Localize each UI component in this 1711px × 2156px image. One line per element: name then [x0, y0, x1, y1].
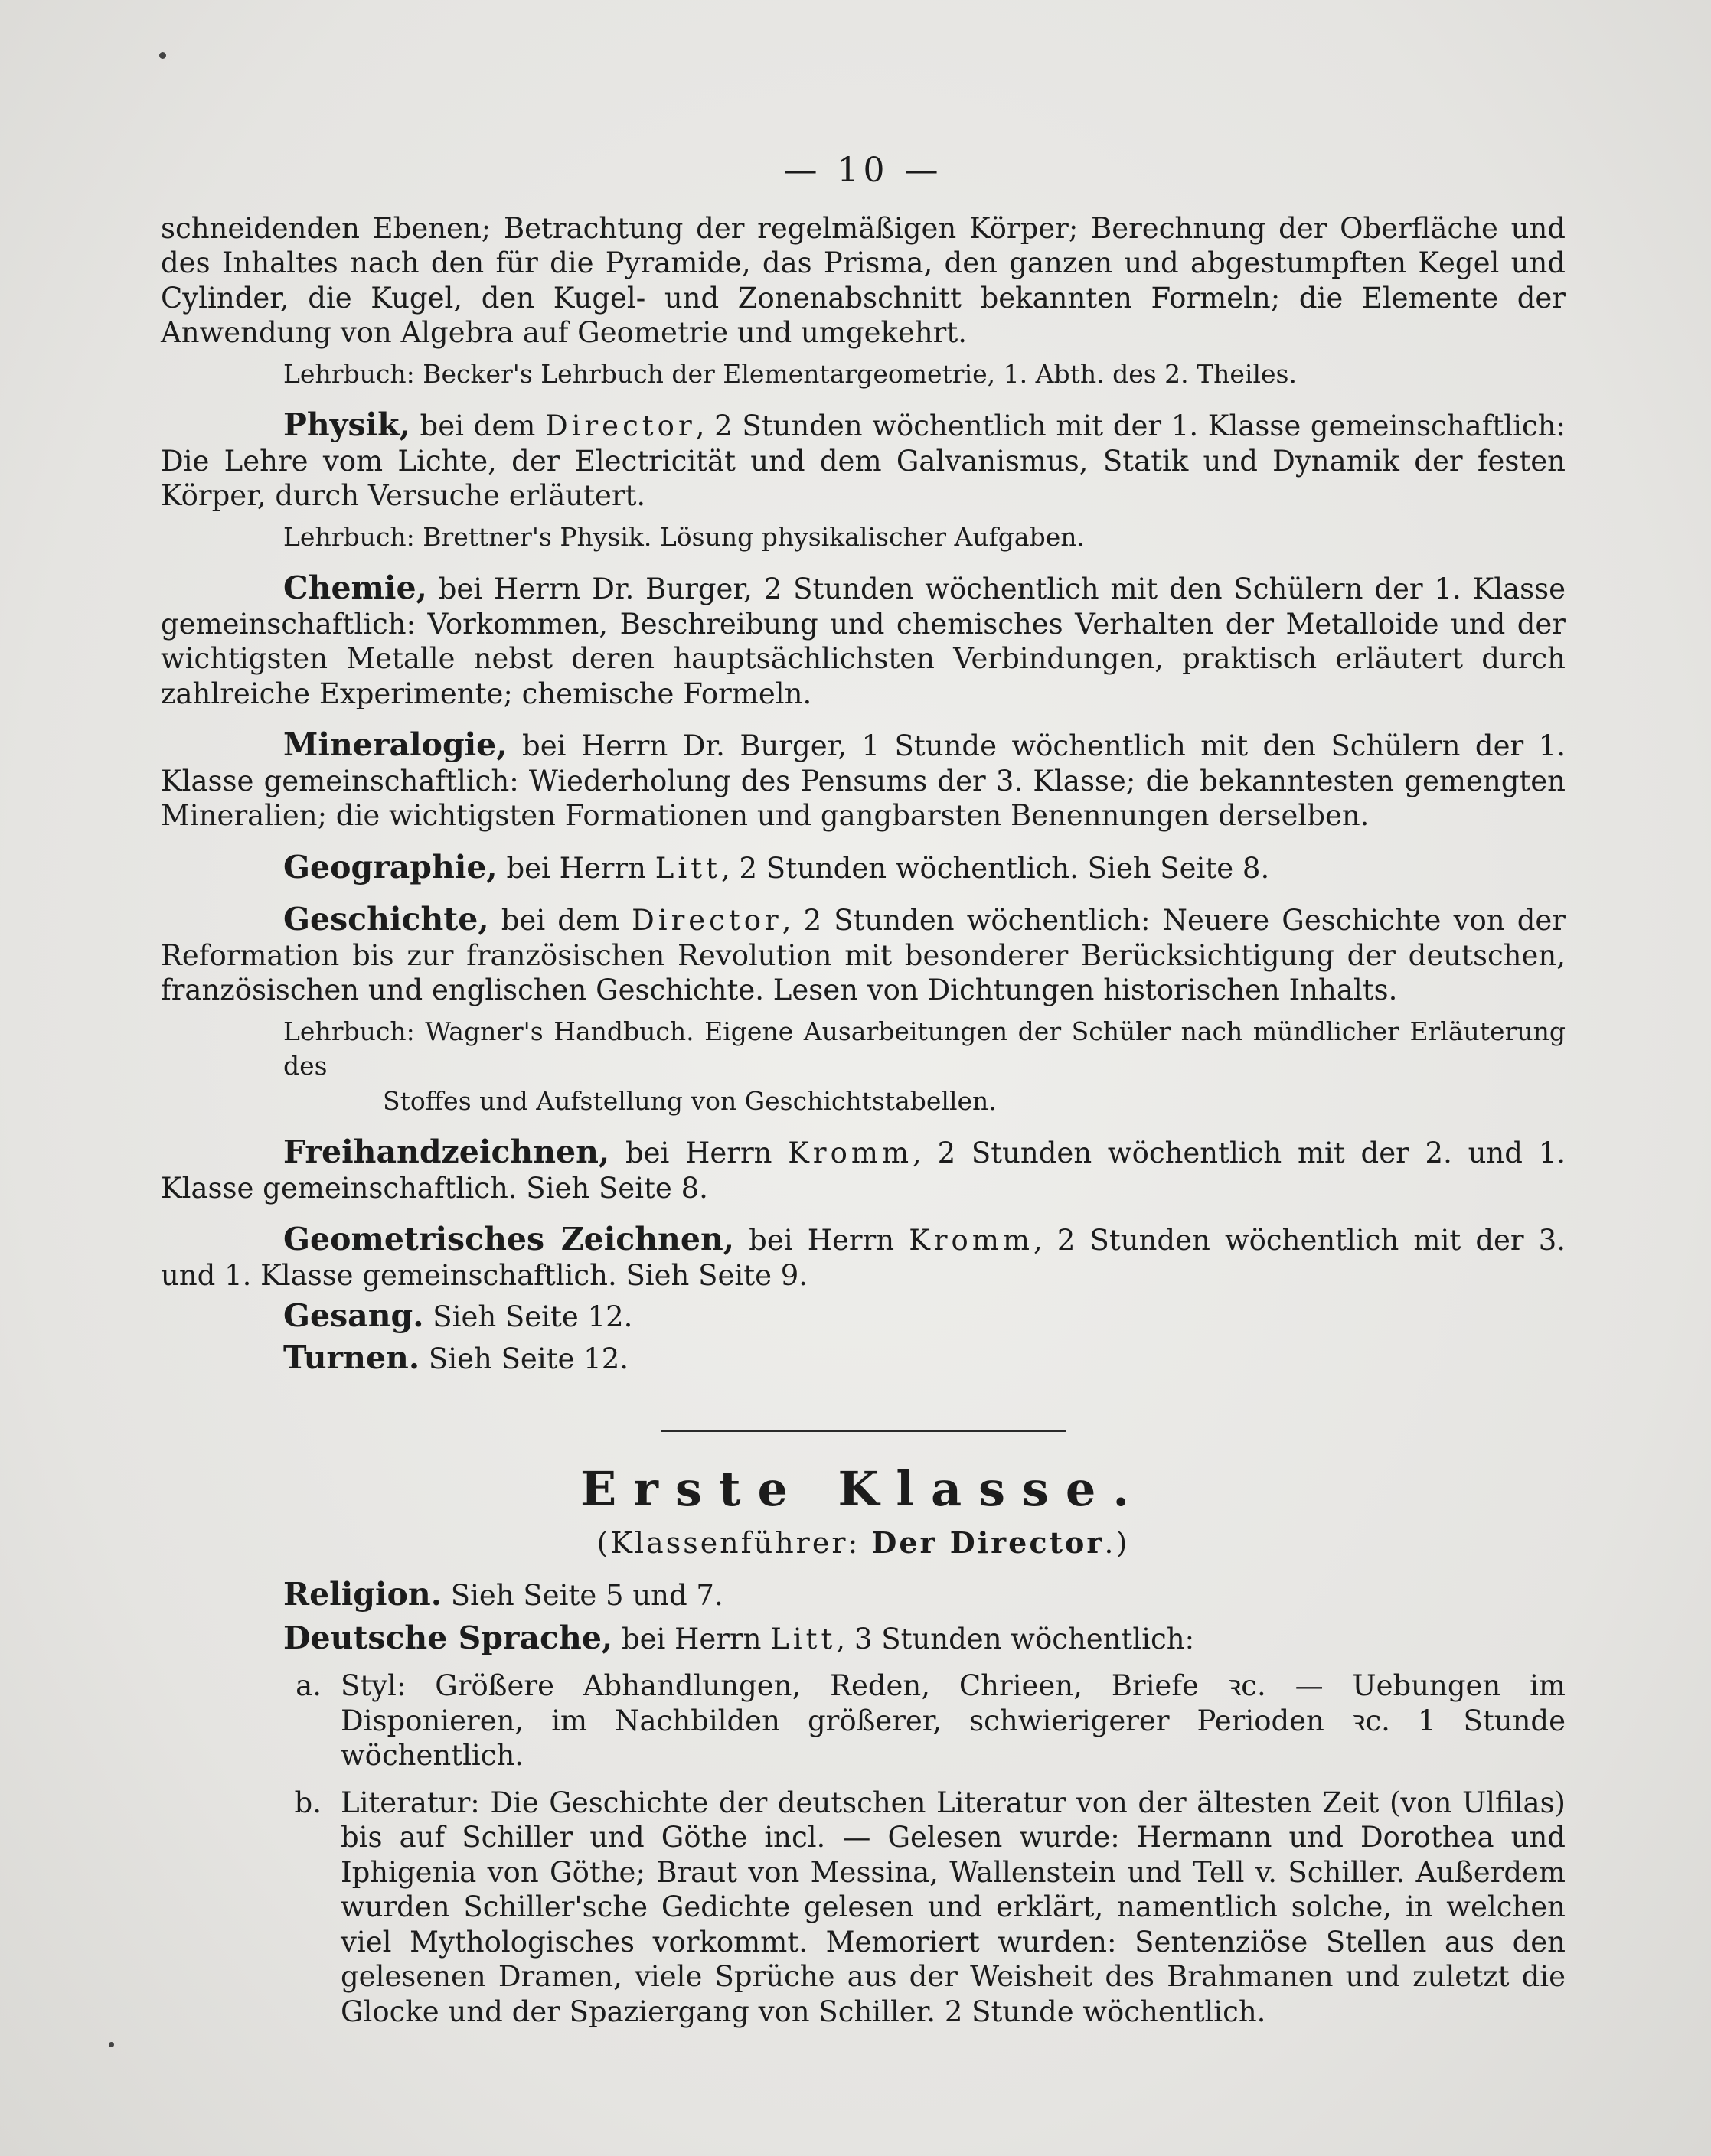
turnen-paragraph [161, 1341, 1566, 1377]
deutsch-paragraph [161, 1621, 1566, 1657]
list-item-text: Styl: Größere Abhandlungen, Reden, Chrieen, Briefe ꝛc. — Uebungen im Disponieren, im Nachbilden größerer, schwierigerer Perioden ꝛc. 1 Stunde wöchentlich. [341, 1669, 1566, 1772]
deutsch-list [161, 1668, 1566, 2029]
chemie-paragraph [161, 571, 1566, 711]
religion-text: Sieh Seite 5 und 7. [441, 1579, 723, 1612]
mineralogie-paragraph [161, 728, 1566, 833]
freihandzeichnen-pre: bei Herrn [609, 1137, 789, 1169]
geschichte-textbook-line1: Lehrbuch: Wagner's Handbuch. Eigene Ausarbeitungen der Schüler nach mündlicher Erläuterung des [283, 1016, 1566, 1081]
section-subtitle-pre: (Klassenführer: [596, 1525, 872, 1560]
section-subtitle-post: .) [1104, 1525, 1130, 1560]
geographie-text: , 2 Stunden wöchentlich. Sieh Seite 8. [720, 851, 1270, 885]
physik-teacher: Director [545, 409, 696, 442]
section-title: Erste Klasse. [580, 1461, 1146, 1517]
class-leader: Der Director [871, 1525, 1105, 1560]
turnen-text: Sieh Seite 12. [420, 1342, 629, 1375]
physik-heading: Physik, [283, 406, 410, 443]
geometrisches-zeichnen-pre: bei Herrn [734, 1224, 909, 1257]
gesang-paragraph [161, 1299, 1566, 1335]
geometrisches-zeichnen-paragraph [161, 1222, 1566, 1293]
physik-text: , 2 Stunden wöchentlich mit der 1. Klasse gemeinschaftlich: Die Lehre vom Lichte, der Electricität und dem Galvanismus, Statik und Dynamik der festen Körper, durch Versuche erläutert. [161, 409, 1566, 512]
geometry-continuation: schneidenden Ebenen; Betrachtung der regelmäßigen Körper; Berechnung der Oberfläche und des Inhaltes nach den für die Pyramide, das Prisma, den ganzen und abgestumpften Kegel und Cylinder, die Kugel, den Kugel- und Zonenabschnitt bekannten Formeln; die Elemente der Anwendung von Algebra auf Geometrie und umgekehrt. [161, 211, 1566, 349]
gesang-heading: Gesang. [283, 1297, 424, 1334]
geschichte-textbook-line2: Stoffes und Aufstellung von Geschichtstabellen. [383, 1085, 997, 1116]
section-subtitle [161, 1525, 1566, 1561]
list-item [161, 1786, 1566, 2030]
page-number: — 10 — [783, 151, 943, 190]
geometry-textbook: Lehrbuch: Becker's Lehrbuch der Elementargeometrie, 1. Abth. des 2. Theiles. [283, 358, 1297, 389]
section-divider [661, 1430, 1066, 1432]
physik-pre: bei dem [410, 409, 545, 442]
chemie-text: bei Herrn Dr. Burger, 2 Stunden wöchentlich mit den Schülern der 1. Klasse gemeinschaftlich: Vorkommen, Beschreibung und chemisches Verhalten der Metalloide und der wichtigsten Metalle nebst deren hauptsächlichsten Verbindungen, praktisch erläutert durch zahlreiche Experimente; chemische Formeln. [161, 572, 1566, 710]
geschichte-teacher: Director [632, 904, 782, 937]
geographie-paragraph [161, 850, 1566, 886]
list-marker: a. [296, 1669, 322, 1702]
deutsch-heading: Deutsche Sprache, [283, 1619, 613, 1656]
list-marker: b. [294, 1786, 322, 1819]
ink-speck [109, 2042, 114, 2047]
geometrisches-zeichnen-teacher: Kromm [909, 1224, 1033, 1257]
freihandzeichnen-paragraph [161, 1135, 1566, 1205]
deutsch-pre: bei Herrn [612, 1622, 771, 1655]
geschichte-text: , 2 Stunden wöchentlich: Neuere Geschichte von der Reformation bis zur französischen Revolution mit besonderer Berücksichtigung der deutschen, französischen und englischen Geschichte. Lesen von Dichtungen historischen Inhalts. [161, 904, 1566, 1006]
physik-paragraph [161, 408, 1566, 514]
freihandzeichnen-heading: Freihandzeichnen, [283, 1133, 610, 1170]
religion-paragraph [161, 1577, 1566, 1613]
geschichte-heading: Geschichte, [283, 901, 489, 938]
chemie-heading: Chemie, [283, 569, 427, 606]
freihandzeichnen-text: , 2 Stunden wöchentlich mit der 2. und 1. Klasse gemeinschaftlich. Sieh Seite 8. [161, 1137, 1566, 1205]
deutsch-teacher: Litt [770, 1622, 837, 1655]
religion-heading: Religion. [283, 1576, 442, 1613]
geometrisches-zeichnen-text: , 2 Stunden wöchentlich mit der 3. und 1. Klasse gemeinschaftlich. Sieh Seite 9. [161, 1224, 1566, 1292]
geschichte-paragraph [161, 902, 1566, 1008]
ink-speck [159, 52, 166, 59]
geographie-teacher: Litt [655, 851, 721, 885]
freihandzeichnen-teacher: Kromm [788, 1137, 913, 1169]
mineralogie-heading: Mineralogie, [283, 726, 508, 763]
deutsch-text: , 3 Stunden wöchentlich: [836, 1622, 1195, 1655]
geographie-heading: Geographie, [283, 848, 498, 886]
geschichte-pre: bei dem [488, 904, 632, 937]
gesang-text: Sieh Seite 12. [423, 1300, 633, 1333]
geographie-pre: bei Herrn [497, 851, 655, 885]
geometrisches-zeichnen-heading: Geometrisches Zeichnen, [283, 1221, 735, 1257]
list-item-text: Literatur: Die Geschichte der deutschen Literatur von der ältesten Zeit (von Ulfilas) bis auf Schiller und Göthe incl. — Gelesen wurde: Hermann und Dorothea und Iphigenia von Göthe; Braut von Messina, Wallenstein und Tell v. Schiller. Außerdem wurden Schiller'sche Gedichte gelesen und erklärt, namentlich solche, in welchen viel Mythologisches vorkommt. Memoriert wurden: Sentenziöse Stellen aus den gelesenen Dramen, viele Sprüche aus der Weisheit des Brahmanen und zuletzt die Glocke und der Spaziergang von Schiller. 2 Stunde wöchentlich. [341, 1786, 1566, 2028]
turnen-heading: Turnen. [283, 1339, 420, 1376]
geschichte-textbook [161, 1014, 1566, 1119]
physik-textbook: Lehrbuch: Brettner's Physik. Lösung physikalischer Aufgaben. [283, 521, 1085, 552]
list-item [161, 1668, 1566, 1773]
mineralogie-text: bei Herrn Dr. Burger, 1 Stunde wöchentlich mit den Schülern der 1. Klasse gemeinschaftlich: Wiederholung des Pensums der 3. Klasse; die bekanntesten gemengten Mineralien; die wichtigsten Formationen und gangbarsten Benennungen derselben. [161, 729, 1566, 832]
document-body [161, 153, 1566, 2029]
